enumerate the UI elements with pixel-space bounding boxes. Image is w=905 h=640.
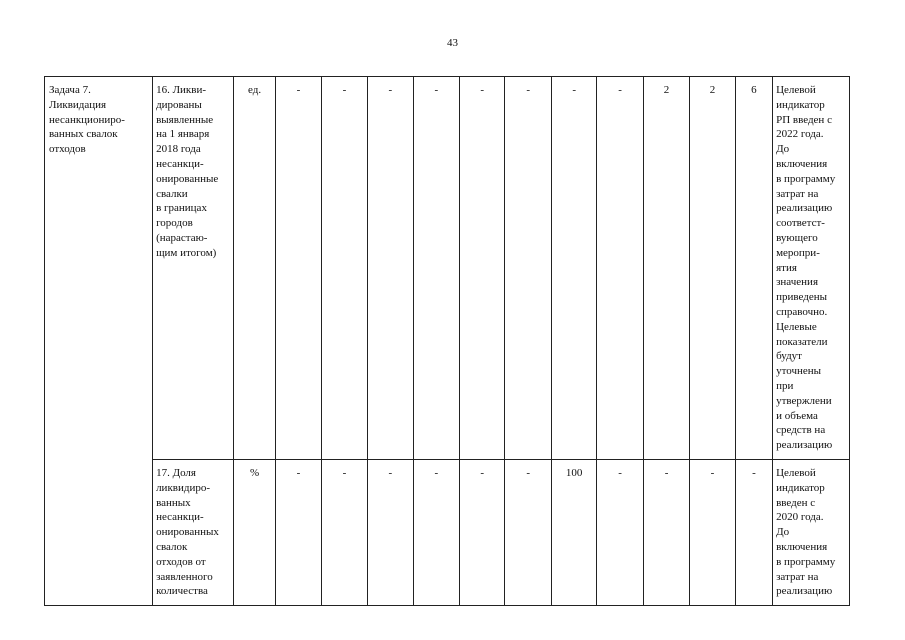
value-cell: 6: [735, 77, 772, 460]
page-number: 43: [447, 37, 458, 49]
table-row-16: [45, 77, 850, 460]
value-cell: -: [413, 77, 459, 460]
value-cell: -: [597, 460, 643, 606]
value-cell: -: [368, 77, 413, 460]
value-cell: -: [321, 460, 367, 606]
value-cell: -: [505, 460, 551, 606]
value-cell: -: [643, 460, 689, 606]
value-cell: -: [276, 460, 321, 606]
value-cell: -: [597, 77, 643, 460]
note-cell: [773, 77, 850, 460]
indicator-text: 16. Ликви- дированы выявленные на 1 января 2018 года несанкци- онированные свалки в границах городов (нарастаю- щим итогом): [156, 84, 219, 259]
note-text: Целевой индикатор введен с 2020 года. До включения в программу затрат на реализацию: [776, 467, 836, 598]
value-cell: -: [368, 460, 413, 606]
value-cell: 100: [551, 460, 596, 606]
value-cell: -: [551, 77, 596, 460]
value-cell: -: [460, 460, 505, 606]
value-cell: -: [735, 460, 772, 606]
indicator-cell: [153, 77, 234, 460]
value-cell: -: [460, 77, 505, 460]
value-cell: -: [276, 77, 321, 460]
value-cell: -: [505, 77, 551, 460]
value-cell: -: [321, 77, 367, 460]
indicator-text: 17. Доля ликвидиро- ванных несанкци- онированных свалок отходов от заявленного количества: [156, 467, 219, 598]
indicator-cell: [153, 460, 234, 606]
value-cell: 2: [643, 77, 689, 460]
unit-cell: %: [233, 460, 275, 606]
table-row-17: [45, 460, 850, 606]
task-cell: [45, 77, 153, 606]
task-text: Задача 7. Ликвидация несанкциониро- ванных свалок отходов: [49, 84, 125, 156]
note-cell: [773, 460, 850, 606]
indicators-table: [44, 76, 850, 606]
value-cell: -: [413, 460, 459, 606]
unit-cell: ед.: [233, 77, 275, 460]
note-text: Целевой индикатор РП введен с 2022 года. До включения в программу затрат на реализацию соответст- вующего меропри- ятия значения приведены справочно. Целевые показатели будут уточнены при утвержлени и объема средств на реализацию: [776, 84, 836, 452]
value-cell: 2: [690, 77, 735, 460]
value-cell: -: [690, 460, 735, 606]
